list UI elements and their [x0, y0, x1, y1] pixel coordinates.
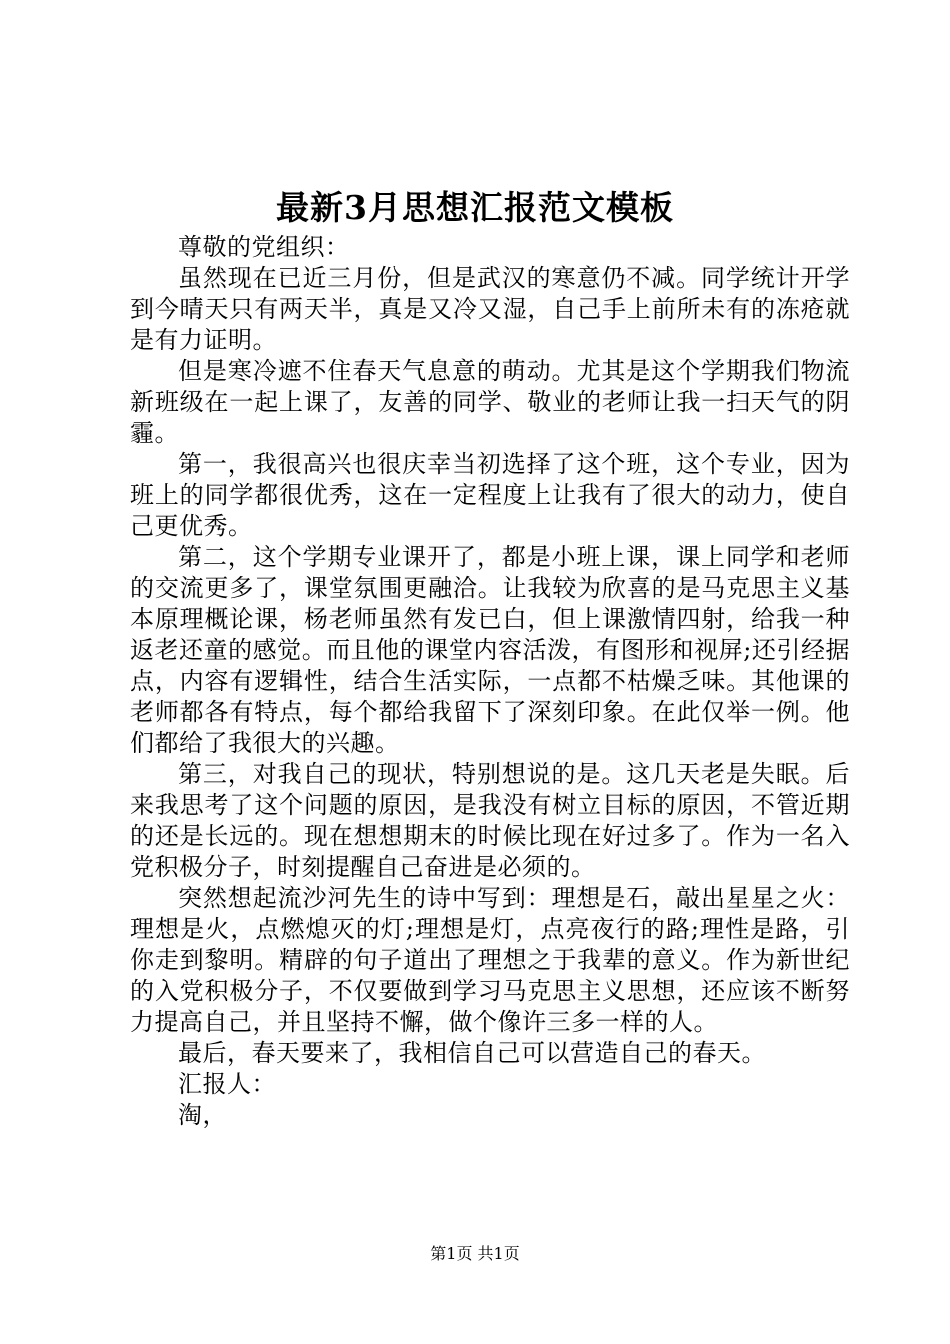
salutation: 尊敬的党组织： [178, 233, 350, 261]
document-title: 最新3月思想汇报范文模板 [276, 188, 674, 227]
paragraph-1: 虽然现在已近三月份，但是武汉的寒意仍不减。同学统计开学到今晴天只有两天半，真是又冷又湿，自己手上前所未有的冻疮就是有力证明。 [130, 264, 850, 354]
reporter-name: 淘， [178, 1101, 227, 1129]
paragraph-7: 最后，春天要来了，我相信自己可以营造自己的春天。 [178, 1039, 766, 1067]
reporter-label: 汇报人： [178, 1070, 276, 1098]
paragraph-5: 第三，对我自己的现状，特别想说的是。这几天老是失眠。后来我思考了这个问题的原因，是我没有树立目标的原因，不管近期的还是长远的。现在想想期末的时候比现在好过多了。作为一名入党积极分子，时刻提醒自己奋进是必须的。 [130, 760, 850, 881]
page-number: 第1页 共1页 [430, 1244, 520, 1263]
paragraph-6: 突然想起流沙河先生的诗中写到：理想是石，敲出星星之火：理想是火，点燃熄灭的灯;理想是灯，点亮夜行的路;理性是路，引你走到黎明。精辟的句子道出了理想之于我辈的意义。作为新世纪的入党积极分子，不仅要做到学习马克思主义思想，还应该不断努力提高自己，并且坚持不懈，做个像许三多一样的人。 [130, 884, 850, 1036]
paragraph-3: 第一，我很高兴也很庆幸当初选择了这个班，这个专业，因为班上的同学都很优秀，这在一定程度上让我有了很大的动力，使自己更优秀。 [130, 450, 850, 540]
paragraph-4: 第二，这个学期专业课开了，都是小班上课，课上同学和老师的交流更多了，课堂氛围更融洽。让我较为欣喜的是马克思主义基本原理概论课，杨老师虽然有发已白，但上课激情四射，给我一种返老还童的感觉。而且他的课堂内容活泼，有图形和视屏;还引经据点，内容有逻辑性，结合生活实际，一点都不枯燥乏味。其他课的老师都各有特点，每个都给我留下了深刻印象。在此仅举一例。他们都给了我很大的兴趣。 [130, 543, 850, 757]
paragraph-2: 但是寒冷遮不住春天气息意的萌动。尤其是这个学期我们物流新班级在一起上课了，友善的同学、敬业的老师让我一扫天气的阴霾。 [130, 357, 850, 447]
document-body [130, 232, 850, 1131]
